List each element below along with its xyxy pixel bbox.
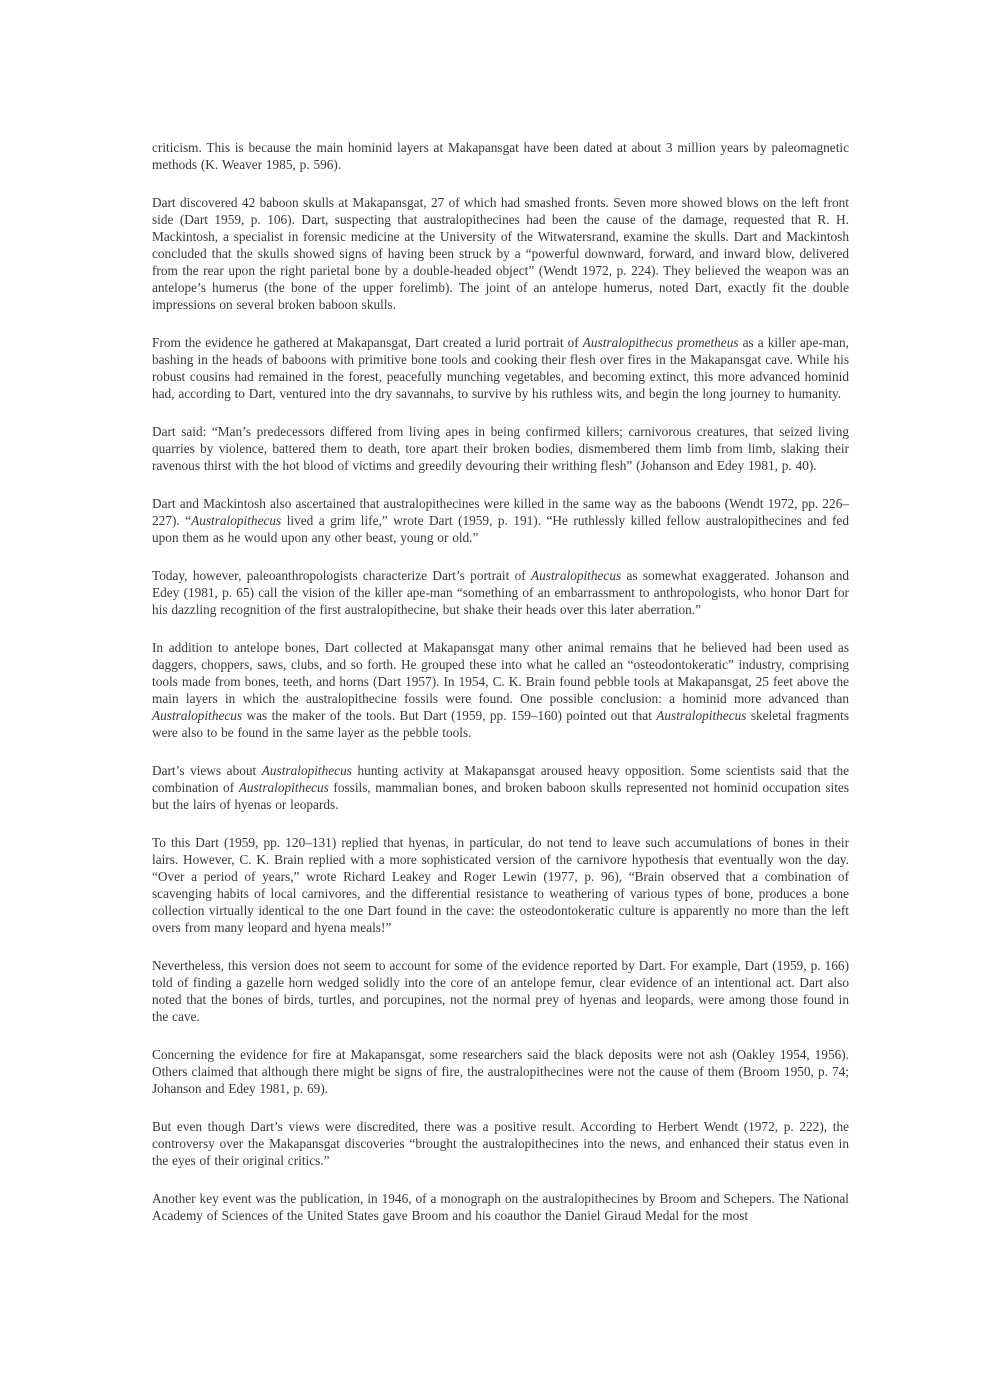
text-run: Another key event was the publication, in 1946, of a monograph on the australopithecines by Broom and Schepers. The National Academy of Sciences of the United States gave Broom and his coauthor the Daniel Giraud Medal for the most (152, 1191, 849, 1223)
text-run: Dart and Mackintosh also ascertained that australopithecines were killed in the same way as the baboons (Wendt 1972, pp. 226–227). “ (152, 496, 849, 528)
text-run: To this Dart (1959, pp. 120–131) replied that hyenas, in particular, do not tend to leave such accumulations of bones in their lairs. However, C. K. Brain replied with a more sophisticated version of the carnivore hypothesis that eventually won the day. “Over a period of years,” wrote Richard Leakey and Roger Lewin (1977, p. 96), “Brain observed that a combination of scavenging habits of local carnivores, and the differential resistance to weathering of various types of bone, produces a bone collection virtually identical to the one Dart found in the cave: the osteodontokeratic culture is apparently no more than the left overs from many leopard and hyena meals!” (152, 835, 849, 935)
text-run: was the maker of the tools. But Dart (1959, pp. 159–160) pointed out that (242, 708, 657, 723)
paragraph (152, 139, 849, 173)
paragraph (152, 334, 849, 402)
text-run: Nevertheless, this version does not seem to account for some of the evidence reported by Dart. For example, Dart (1959, p. 166) told of finding a gazelle horn wedged solidly into the core of an antelope femur, clear evidence of an intentional act. Dart also noted that the bones of birds, turtles, and porcupines, not the normal prey of hyenas and leopards, were among those found in the cave. (152, 958, 849, 1024)
text-run: hunting activity at Makapansgat aroused heavy opposition. Some scientists said that the combination of (152, 763, 849, 795)
text-run: skeletal fragments were also to be found in the same layer as the pebble tools. (152, 708, 849, 740)
text-run: Concerning the evidence for fire at Makapansgat, some researchers said the black deposits were not ash (Oakley 1954, 1956). Others claimed that although there might be signs of fire, the australopithecines were not the cause of them (Broom 1950, p. 74; Johanson and Edey 1981, p. 69). (152, 1047, 849, 1096)
paragraph (152, 957, 849, 1025)
text-run: Dart discovered 42 baboon skulls at Makapansgat, 27 of which had smashed fronts. Seven more showed blows on the left front side (Dart 1959, p. 106). Dart, suspecting that australopithecines had been the cause of the damage, requested that R. H. Mackintosh, a specialist in forensic medicine at the University of the Witwatersrand, examine the skulls. Dart and Mackintosh concluded that the skulls showed signs of having been struck by a “powerful downward, forward, and inward blow, delivered from the rear upon the right parietal bone by a double-headed object” (Wendt 1972, p. 224). They believed the weapon was an antelope’s humerus (the bone of the upper forelimb). The joint of an antelope humerus, noted Dart, exactly fit the double impressions on several broken baboon skulls. (152, 195, 849, 312)
text-run: Dart said: “Man’s predecessors differed from living apes in being confirmed killers; carnivorous creatures, that seized living quarries by violence, battered them to death, tore apart their broken bodies, dismembered them limb from limb, slaking their ravenous thirst with the hot blood of victims and greedily devouring their writhing flesh” (Johanson and Edey 1981, p. 40). (152, 424, 849, 473)
text-run: Dart’s views about (152, 763, 262, 778)
italic-text-run: Australopithecus (238, 780, 329, 795)
text-column (152, 139, 849, 1224)
paragraph (152, 639, 849, 741)
paragraph (152, 1118, 849, 1169)
paragraph (152, 762, 849, 813)
text-run: lived a grim life,” wrote Dart (1959, p. 191). “He ruthlessly killed fellow australopithecines and fed upon them as he would upon any other beast, young or old.” (152, 513, 849, 545)
paragraph (152, 567, 849, 618)
paragraph (152, 1190, 849, 1224)
text-run: as somewhat exaggerated. Johanson and Edey (1981, p. 65) call the vision of the killer ape-man “something of an embarrassment to anthropologists, who honor Dart for his dazzling recognition of the first australopithecine, but shake their heads over this later aberration.” (152, 568, 849, 617)
text-run: fossils, mammalian bones, and broken baboon skulls represented not hominid occupation sites but the lairs of hyenas or leopards. (152, 780, 849, 812)
paragraph (152, 194, 849, 313)
text-run: criticism. This is because the main hominid layers at Makapansgat have been dated at about 3 million years by paleomagnetic methods (K. Weaver 1985, p. 596). (152, 140, 849, 172)
italic-text-run: Australopithecus (261, 763, 352, 778)
italic-text-run: Australopithecus (191, 513, 282, 528)
paragraph (152, 423, 849, 474)
paragraph (152, 1046, 849, 1097)
italic-text-run: Australopithecus prometheus (582, 335, 739, 350)
text-run: In addition to antelope bones, Dart collected at Makapansgat many other animal remains that he believed had been used as daggers, choppers, saws, clubs, and so forth. He grouped these into what he called an “osteodontokeratic” industry, comprising tools made from bones, teeth, and horns (Dart 1957). In 1954, C. K. Brain found pebble tools at Makapansgat, 25 feet above the main layers in which the australopithecine fossils were found. One possible conclusion: a hominid more advanced than (152, 640, 849, 706)
italic-text-run: Australopithecus (656, 708, 747, 723)
text-run: But even though Dart’s views were discredited, there was a positive result. According to Herbert Wendt (1972, p. 222), the controversy over the Makapansgat discoveries “brought the australopithecines into the news, and enhanced their status even in the eyes of their original critics.” (152, 1119, 849, 1168)
text-run: From the evidence he gathered at Makapansgat, Dart created a lurid portrait of (152, 335, 583, 350)
italic-text-run: Australopithecus (531, 568, 622, 583)
paragraph (152, 495, 849, 546)
italic-text-run: Australopithecus (152, 708, 243, 723)
text-run: Today, however, paleoanthropologists characterize Dart’s portrait of (152, 568, 532, 583)
text-run: as a killer ape-man, bashing in the heads of baboons with primitive bone tools and cooking their flesh over fires in the Makapansgat cave. While his robust cousins had remained in the forest, peacefully munching vegetables, and becoming extinct, this more advanced hominid had, according to Dart, ventured into the dry savannahs, to survive by his ruthless wits, and begin the long journey to humanity. (152, 335, 850, 401)
paragraph (152, 834, 849, 936)
